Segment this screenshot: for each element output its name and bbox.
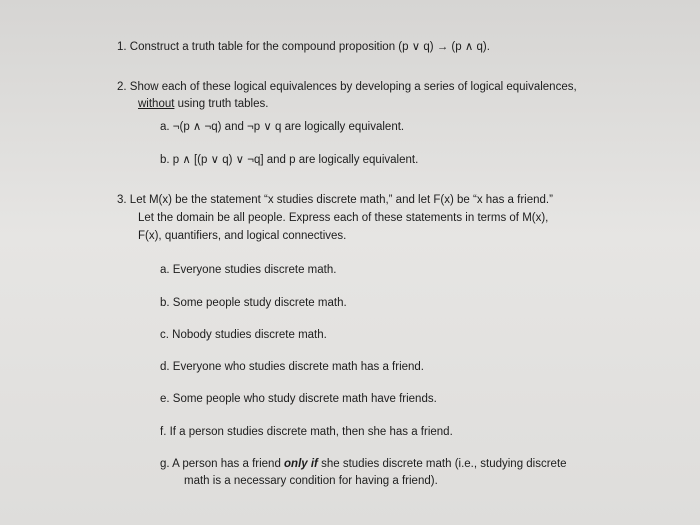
problem-3g-emphasis: only if (284, 458, 318, 470)
problem-2-intro-line2 (138, 97, 268, 111)
problem-3a: a. Everyone studies discrete math. (160, 264, 337, 276)
problem-3d: d. Everyone who studies discrete math has a friend. (160, 361, 425, 373)
problem-2b: b. p ∧ [(p ∨ q) ∨ ¬q] and p are logically equivalent. (160, 154, 419, 166)
problem-2-underlined-word: without (138, 98, 175, 110)
problem-2a: a. ¬(p ∧ ¬q) and ¬p ∨ q are logically equivalent. (160, 121, 405, 133)
problem-3-line3: F(x), quantifiers, and logical connectives. (138, 230, 347, 242)
problem-2-number: 2. (117, 81, 127, 93)
problem-3b: b. Some people study discrete math. (160, 297, 347, 309)
problem-3-line2: Let the domain be all people. Express each of these statements in terms of M(x), (138, 212, 549, 224)
problem-3c: c. Nobody studies discrete math. (160, 329, 327, 341)
problem-3g-line2: math is a necessary condition for having a friend). (184, 475, 438, 487)
problem-3g (160, 457, 567, 471)
problem-3g-pre: g. A person has a friend (160, 458, 285, 470)
problem-3g-post: she studies discrete math (i.e., studying discrete (317, 458, 567, 470)
problem-3-number: 3. (117, 194, 127, 206)
problem-3-line1 (117, 193, 553, 207)
problem-2-intro-rest: using truth tables. (174, 98, 269, 110)
problem-3e: e. Some people who study discrete math have friends. (160, 393, 437, 405)
problem-2-intro-line1 (117, 80, 577, 94)
problem-3f: f. If a person studies discrete math, then she has a friend. (160, 426, 453, 438)
problem-1 (117, 40, 490, 54)
problem-1-number: 1. (117, 41, 127, 53)
problem-1-text: Construct a truth table for the compound proposition (p ∨ q) → (p ∧ q). (129, 41, 490, 53)
problem-3-intro: Let M(x) be the statement “x studies discrete math,” and let F(x) be “x has a friend.” (129, 194, 553, 206)
problem-2-intro: Show each of these logical equivalences by developing a series of logical equivalences, (129, 81, 577, 93)
